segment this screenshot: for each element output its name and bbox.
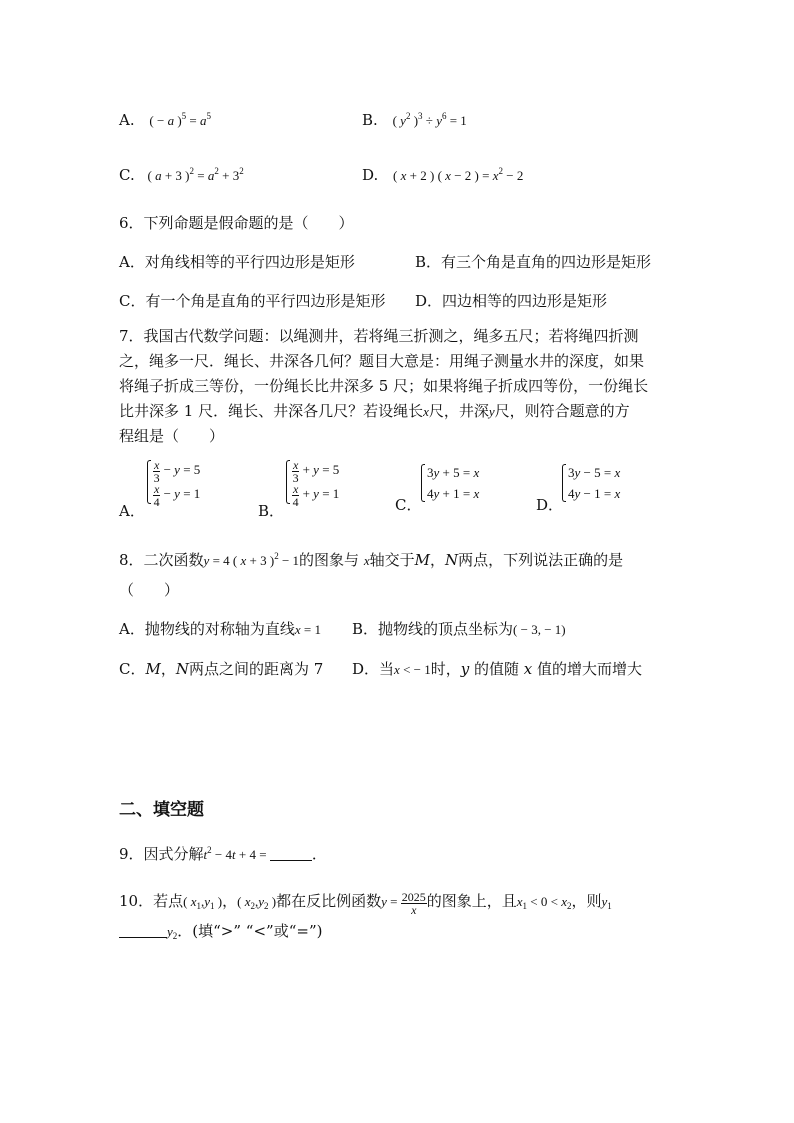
q8-option-a bbox=[119, 618, 321, 639]
q10-stem-c: 的图象上，且 bbox=[426, 892, 517, 910]
q8-stem-a: 8．二次函数 bbox=[119, 551, 204, 569]
point-n: N bbox=[175, 660, 189, 678]
q8-option-d-a: D．当 bbox=[352, 660, 395, 678]
q10-stem-a: 10．若点 bbox=[119, 892, 184, 910]
q6-option-c: C．有一个角是直角的平行四边形是矩形 bbox=[119, 292, 386, 310]
q5-option-c-formula: ( a + 3 )$^2 = a^2 + 3^2$ bbox=[147, 166, 244, 183]
q8-option-d-d: 值的增大而增大 bbox=[537, 660, 643, 678]
q5-option-a-label: A. bbox=[119, 111, 135, 129]
q9-stem-a: 9．因式分解 bbox=[119, 845, 204, 863]
q5-option-d bbox=[362, 166, 523, 184]
q8-stem-b: 的图象与 bbox=[299, 551, 360, 569]
q5-option-a bbox=[119, 111, 211, 129]
q10-answer-blank[interactable] bbox=[119, 923, 167, 938]
q5-option-c-label: C. bbox=[119, 166, 135, 184]
q9-stem-b: ． bbox=[311, 845, 327, 863]
q8-option-b bbox=[352, 618, 566, 639]
q5-option-c bbox=[119, 166, 244, 184]
q8-option-d-condition: x < − 1 bbox=[394, 662, 431, 677]
q7-option-c-system: 3y + 5 = x 4y + 1 = x bbox=[421, 462, 479, 504]
q10-y1: $y_1$ bbox=[601, 894, 612, 911]
q10-point-2: ( $x_2,y_2$ ) bbox=[237, 894, 277, 911]
q8-stem-cont: （ ） bbox=[119, 581, 180, 599]
q8-option-c-text: 两点之间的距离为 7 bbox=[188, 660, 324, 678]
q9-answer-blank[interactable] bbox=[270, 846, 312, 861]
q8-stem-c: 轴交于 bbox=[369, 551, 415, 569]
q7-option-a-system: $\frac{x}{3}$ − y = 5 $\frac{x}{4}$ − y = 1 bbox=[147, 458, 200, 506]
q7-line-2: 之，绳多一尺．绳长、井深各几何？题目大意是：用绳子测量水井的深度，如果 bbox=[119, 352, 645, 370]
q7-line-4 bbox=[119, 399, 630, 424]
q8-option-d bbox=[352, 658, 642, 679]
var-x: x bbox=[423, 404, 429, 419]
q6-option-d: D．四边相等的四边形是矩形 bbox=[415, 292, 608, 310]
q10 bbox=[119, 890, 612, 916]
var-y: y bbox=[488, 404, 495, 419]
q10-point-1: ( $x_1,y_1$ ) bbox=[183, 894, 223, 911]
q7-line-4-a: 比井深多 1 尺．绳长、井深各几尺？若设绳长 bbox=[119, 402, 424, 420]
q8-stem-d: 两点，下列说法正确的是 bbox=[458, 551, 624, 569]
q8-option-b-text: B．抛物线的顶点坐标为 bbox=[352, 620, 514, 638]
q8-stem: 8．二次函数y = 4 ( x + 3 )$^2$ − 1的图象与 x轴交于M，N两点，下列说法正确的是 bbox=[119, 551, 624, 569]
q10-stem-e: ．(填“>” “<”或“=”) bbox=[177, 922, 323, 940]
q10-function: y = $\frac{2025}{x}$ bbox=[381, 889, 426, 917]
q5-option-b-label: B. bbox=[362, 111, 378, 129]
q7-option-a-label: A． bbox=[119, 502, 145, 520]
q7-line-4-b: 尺，井深 bbox=[428, 402, 489, 420]
q5-option-a-formula: ( − a )$^5 = a^5$ bbox=[149, 111, 211, 128]
q6-stem: 6．下列命题是假命题的是（ ） bbox=[119, 214, 354, 232]
q5-option-b-formula: ( $y^2$ )$^3 \div y^6 = 1$ bbox=[392, 111, 467, 128]
q8-option-c-label: C． bbox=[119, 660, 146, 678]
q7-line-1: 7．我国古代数学问题：以绳测井，若将绳三折测之，绳多五尺；若将绳四折测 bbox=[119, 327, 639, 345]
q6-option-b: B．有三个角是直角的四边形是矩形 bbox=[415, 253, 652, 271]
q7-option-c-label: C． bbox=[395, 496, 422, 514]
q10-condition: $x_1 < 0 < x_2$ bbox=[516, 894, 572, 911]
q10-stem-d: ，则 bbox=[571, 892, 602, 910]
q7-option-b-label: B． bbox=[258, 502, 285, 520]
q8-option-a-text: A．抛物线的对称轴为直线 bbox=[119, 620, 295, 638]
q8-option-b-formula: ( − 3, − 1) bbox=[513, 622, 566, 637]
q7-line-5: 程组是（ ） bbox=[119, 427, 225, 445]
q10-stem-b: 都在反比例函数 bbox=[276, 892, 382, 910]
point-m: M bbox=[145, 660, 161, 678]
q9-expression: $t^2 - 4t + 4$ = bbox=[203, 845, 270, 862]
q8-function: y = 4 ( x + 3 )$^2$ − 1 bbox=[203, 551, 300, 568]
section-heading: 二、填空题 bbox=[119, 800, 204, 820]
q5-option-b bbox=[362, 111, 467, 129]
point-n: N bbox=[445, 551, 459, 569]
q10-line-2 bbox=[119, 920, 322, 941]
q5-option-d-formula: ( x + 2 ) ( x − 2 ) = $x^2 - 2$ bbox=[393, 166, 524, 183]
q7-line-4-c: 尺，则符合题意的方 bbox=[494, 402, 630, 420]
q9 bbox=[119, 843, 327, 864]
q8-option-d-b: 时， bbox=[430, 660, 461, 678]
point-m: M bbox=[414, 551, 430, 569]
q6-option-a: A．对角线相等的平行四边形是矩形 bbox=[119, 253, 355, 271]
var-x: x bbox=[519, 660, 538, 678]
q8-option-c: C．M，N两点之间的距离为 7 bbox=[119, 660, 324, 678]
var-y: y bbox=[460, 660, 470, 678]
q7-option-b-system: $\frac{x}{3}$ + y = 5 $\frac{x}{4}$ + y = 1 bbox=[286, 458, 339, 506]
q5-option-d-label: D. bbox=[362, 166, 379, 184]
q10-y2: $y_2$ bbox=[167, 924, 178, 941]
var-x: x bbox=[363, 553, 370, 568]
q7-option-d-label: D． bbox=[536, 496, 564, 514]
q10-sep: ， bbox=[222, 892, 238, 910]
q8-option-a-formula: x = 1 bbox=[294, 622, 321, 637]
q7-line-3: 将绳子折成三等份，一份绳长比井深多 5 尺；如果将绳子折成四等份，一份绳长 bbox=[119, 377, 649, 395]
q7-option-d-system: 3y − 5 = x 4y − 1 = x bbox=[562, 462, 620, 504]
q8-option-d-c: 的值随 bbox=[474, 660, 520, 678]
